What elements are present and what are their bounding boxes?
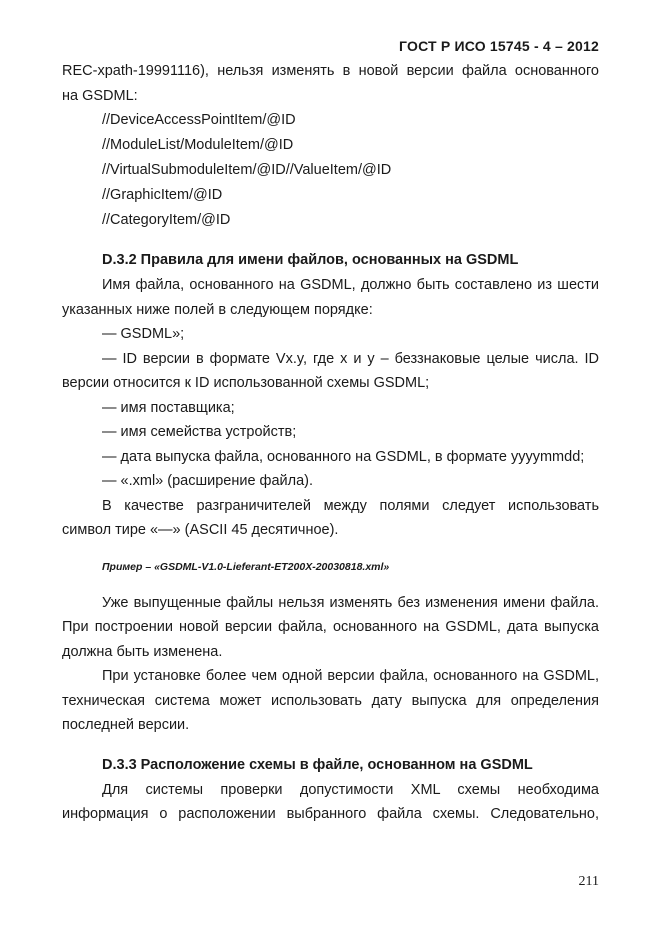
list-item: — ID версии в формате Vx.y, где x и y – беззнаковые целые числа. ID версии относится к ID использованной схемы GSDML; xyxy=(62,350,599,391)
standard-header: ГОСТ Р ИСО 15745 - 4 – 2012 xyxy=(399,38,599,54)
xpath-item: //ModuleList/ModuleItem/@ID xyxy=(102,137,294,153)
xpath-item: //GraphicItem/@ID xyxy=(102,187,223,203)
paragraph: Имя файла, основанного на GSDML, должно быть составлено из шести указанных ниже полей в следующем порядке: xyxy=(62,277,599,318)
section-heading-d33: D.3.3 Расположение схемы в файле, основанном на GSDML xyxy=(102,756,533,773)
paragraph: Уже выпущенные файлы нельзя изменять без изменения имени файла. При построении новой версии файла, основанного на GSDML, дата выпуска должна быть изменена. xyxy=(62,594,599,660)
list-item: — GSDML»; xyxy=(102,326,185,342)
list-item: — дата выпуска файла, основанного на GSDML, в формате yyyymmdd; xyxy=(102,448,585,465)
xpath-item: //CategoryItem/@ID xyxy=(102,212,231,228)
xpath-item: //VirtualSubmoduleItem/@ID//ValueItem/@ID xyxy=(102,162,392,178)
paragraph: В качестве разграничителей между полями следует использовать символ тире «—» (ASCII 45 десятичное). xyxy=(62,497,599,538)
section-heading-d32: D.3.2 Правила для имени файлов, основанных на GSDML xyxy=(102,252,519,268)
list-item: — имя поставщика; xyxy=(102,399,235,416)
list-item: — имя семейства устройств; xyxy=(102,424,297,440)
intro-line-2: на GSDML: xyxy=(62,87,138,104)
page-content xyxy=(62,59,599,827)
page-number: 211 xyxy=(578,874,599,889)
list-item: — «.xml» (расширение файла). xyxy=(102,473,314,489)
xpath-item: //DeviceAccessPointItem/@ID xyxy=(102,112,296,128)
paragraph: Для системы проверки допустимости XML схемы необходима информация о расположении выбранного файла схемы. Следовательно, xyxy=(62,781,599,822)
paragraph: При установке более чем одной версии файла, основанного на GSDML, техническая система может использовать дату выпуска для определения последней версии. xyxy=(62,668,599,733)
intro-line-1: REC-xpath-19991116), нельзя изменять в новой версии файла основанного xyxy=(62,63,599,79)
example-note: Пример – «GSDML-V1.0-Lieferant-ET200X-20030818.xml» xyxy=(102,560,390,573)
